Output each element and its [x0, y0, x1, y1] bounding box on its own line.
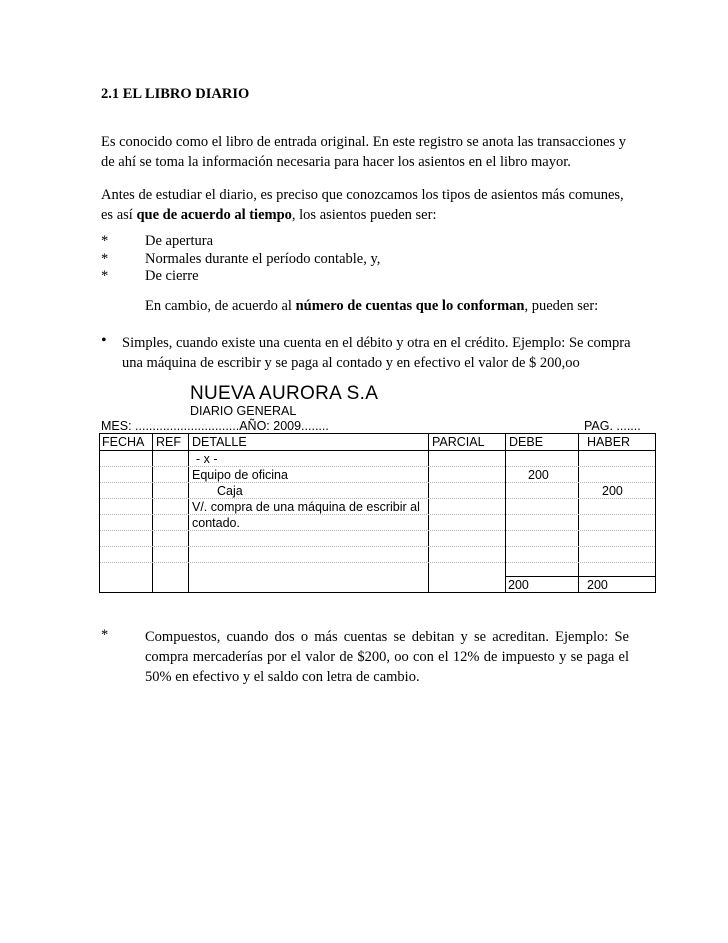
haber-amount: 200	[602, 484, 623, 498]
compound-entry-text	[145, 627, 629, 687]
time-type-closing: De cierre	[145, 268, 199, 284]
section-heading: 2.1 EL LIBRO DIARIO	[101, 86, 250, 102]
totals-divider	[505, 576, 655, 577]
time-type-normal: Normales durante el período contable, y,	[145, 251, 381, 267]
row-guide	[100, 482, 655, 483]
time-type-marker-1: *	[101, 233, 109, 249]
row-guide	[100, 546, 655, 547]
header-divider	[100, 450, 655, 451]
header-parcial: PARCIAL	[432, 435, 485, 449]
entry-note-line-1: V/. compra de una máquina de escribir al	[192, 500, 420, 514]
asientos-line-1: Antes de estudiar el diario, es preciso que conozcamos los tipos de asientos más comunes,	[101, 187, 624, 203]
accounts-post: , pueden ser:	[524, 298, 599, 314]
journal-table	[99, 433, 656, 593]
simple-line-1: Simples, cuando existe una cuenta en el débito y otra en el crédito. Ejemplo: Se compra	[122, 335, 631, 351]
header-detalle: DETALLE	[192, 435, 247, 449]
credit-account: Caja	[217, 484, 243, 498]
intro-line-2: de ahí se toma la información necesaria para hacer los asientos en el libro mayor.	[101, 154, 571, 170]
row-guide	[100, 514, 655, 515]
compound-line-1: Compuestos, cuando dos o más cuentas se debitan y se acreditan. Ejemplo: Se	[145, 629, 629, 645]
company-name: NUEVA AURORA S.A	[190, 383, 379, 404]
row-guide	[100, 562, 655, 563]
time-type-marker-2: *	[101, 251, 109, 267]
accounts-paragraph	[145, 298, 598, 315]
accounts-bold: número de cuentas que lo conforman	[295, 298, 525, 314]
asientos-line-2	[101, 205, 636, 225]
journal-subtitle: DIARIO GENERAL	[190, 404, 297, 418]
asientos-line-2-pre: es así	[101, 207, 137, 223]
row-guide	[100, 466, 655, 467]
asientos-line-2-post: , los asientos pueden ser:	[291, 207, 437, 223]
total-debe: 200	[508, 578, 529, 592]
simple-bullet-icon: •	[101, 332, 107, 349]
header-debe: DEBE	[509, 435, 544, 449]
time-type-marker-3: *	[101, 268, 109, 284]
compound-line-3: 50% en efectivo y el saldo con letra de cambio.	[145, 669, 420, 685]
asientos-paragraph	[101, 185, 636, 225]
col-divider-detalle	[428, 434, 429, 592]
col-divider-debe	[578, 434, 579, 592]
col-divider-ref	[188, 434, 189, 592]
row-guide	[100, 530, 655, 531]
compound-marker: *	[101, 627, 109, 643]
simple-line-2: una máquina de escribir y se paga al contado y en efectivo el valor de $ 200,oo	[122, 355, 580, 371]
header-ref: REF	[156, 435, 181, 449]
col-divider-parcial	[505, 434, 506, 592]
month-year-line: MES: ..............................AÑO: 2009........	[101, 419, 329, 433]
row-guide	[100, 498, 655, 499]
intro-paragraph	[101, 132, 636, 172]
entry-marker: - x -	[196, 452, 218, 466]
entry-note-line-2: contado.	[192, 516, 240, 530]
debe-amount: 200	[528, 468, 549, 482]
header-haber: HABER	[587, 435, 631, 449]
intro-line-1: Es conocido como el libro de entrada original. En este registro se anota las transacciones y	[101, 134, 627, 150]
asientos-line-2-bold: que de acuerdo al tiempo	[136, 207, 292, 223]
col-divider-fecha	[152, 434, 153, 592]
accounts-pre: En cambio, de acuerdo al	[145, 298, 296, 314]
compound-line-2: compra mercaderías por el valor de $200, oo con el 12% de impuesto y se paga el	[145, 649, 629, 665]
total-haber: 200	[587, 578, 608, 592]
simple-entry-text	[122, 333, 631, 373]
page-number-line: PAG. .......	[584, 419, 641, 433]
time-type-opening: De apertura	[145, 233, 214, 249]
header-fecha: FECHA	[102, 435, 145, 449]
debit-account: Equipo de oficina	[192, 468, 288, 482]
